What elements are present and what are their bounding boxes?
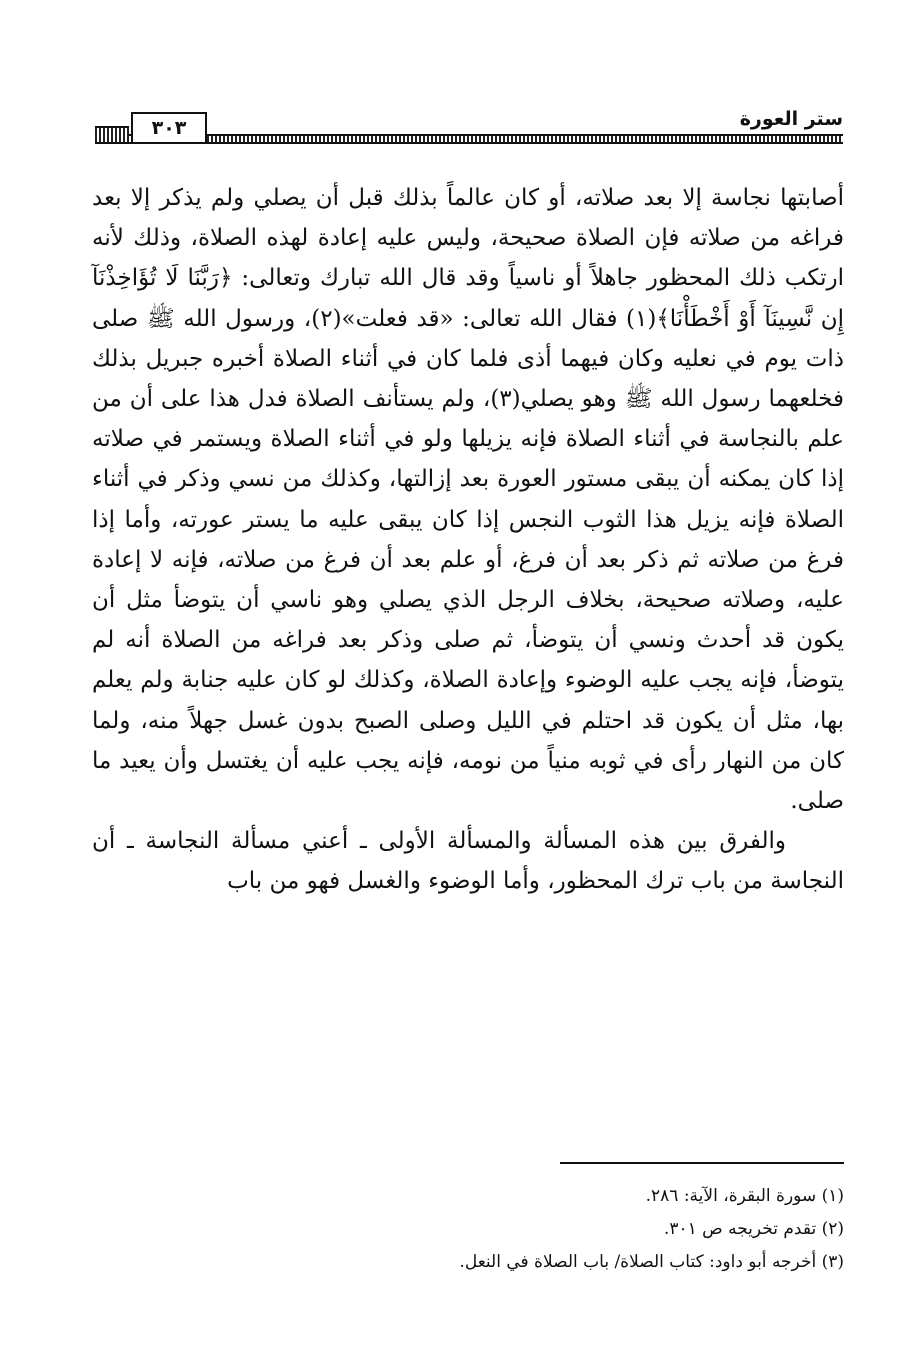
footnote-item: (٣) أخرجه أبو داود: كتاب الصلاة/ باب الصلاة في النعل. bbox=[459, 1252, 844, 1272]
header-rule-left bbox=[95, 126, 129, 144]
paragraph: والفرق بين هذه المسألة والمسألة الأولى ـ أعني مسألة النجاسة ـ أن النجاسة من باب ترك المحظور، وأما الوضوء والغسل فهو من باب bbox=[92, 828, 844, 895]
footnote-item: (١) سورة البقرة، الآية: ٢٨٦. bbox=[645, 1186, 844, 1206]
chapter-title: ستر العورة bbox=[739, 108, 843, 130]
page-header bbox=[95, 104, 843, 152]
footnotes bbox=[92, 1180, 844, 1279]
footnote-separator bbox=[560, 1162, 844, 1164]
footnote-item: (٢) تقدم تخريجه ص ٣٠١. bbox=[663, 1219, 844, 1239]
paragraph: أصابتها نجاسة إلا بعد صلاته، أو كان عالماً بذلك قبل أن يصلي ولم يذكر إلا بعد فراغه من صلاته فإن الصلاة صحيحة، وليس عليه إعادة لهذه الصلاة، وذلك لأنه ارتكب ذلك المحظور جاهلاً أو ناسياً وقد قال الله تبارك وتعالى: ﴿رَبَّنَا لَا تُؤَاخِذْنَآ إِن نَّسِينَآ أَوْ أَخْطَأْنَا﴾(١) فقال الله تعالى: «قد فعلت»(٢)، ورسول الله ﷺ صلى ذات يوم في نعليه وكان فيهما أذى فلما كان في أثناء الصلاة أخبره جبريل بذلك فخلعهما رسول الله ﷺ وهو يصلي(٣)، ولم يستأنف الصلاة فدل هذا على أن من علم بالنجاسة في أثناء الصلاة فإنه يزيلها ولو في أثناء الصلاة ويستمر في صلاته إذا كان يمكنه أن يبقى مستور العورة بعد إزالتها، وكذلك من نسي وذكر في أثناء الصلاة فإنه يزيل هذا الثوب النجس إذا كان يبقى عليه ما يستر عورته، وأما إذا فرغ من صلاته ثم ذكر بعد أن فرغ، أو علم بعد أن فرغ من صلاته، فإنه لا إعادة عليه، وصلاته صحيحة، بخلاف الرجل الذي يصلي وهو ناسي أن يتوضأ مثل أن يكون قد أحدث ونسي أن يتوضأ، ثم صلى وذكر بعد فراغه من الصلاة أنه لم يتوضأ، فإنه يجب عليه الوضوء وإعادة الصلاة، وكذلك لو كان عليه جنابة ولم يعلم بها، مثل أن يكون قد احتلم في الليل وصلى الصبح بدون غسل جهلاً منه، ولما كان من النهار رأى في ثوبه منياً من نومه، فإنه يجب عليه أن يغتسل وأن يعيد ما صلى. bbox=[92, 185, 844, 815]
header-rule bbox=[95, 134, 843, 144]
main-text bbox=[92, 178, 844, 902]
page-number: ٣٠٣ bbox=[131, 112, 207, 144]
